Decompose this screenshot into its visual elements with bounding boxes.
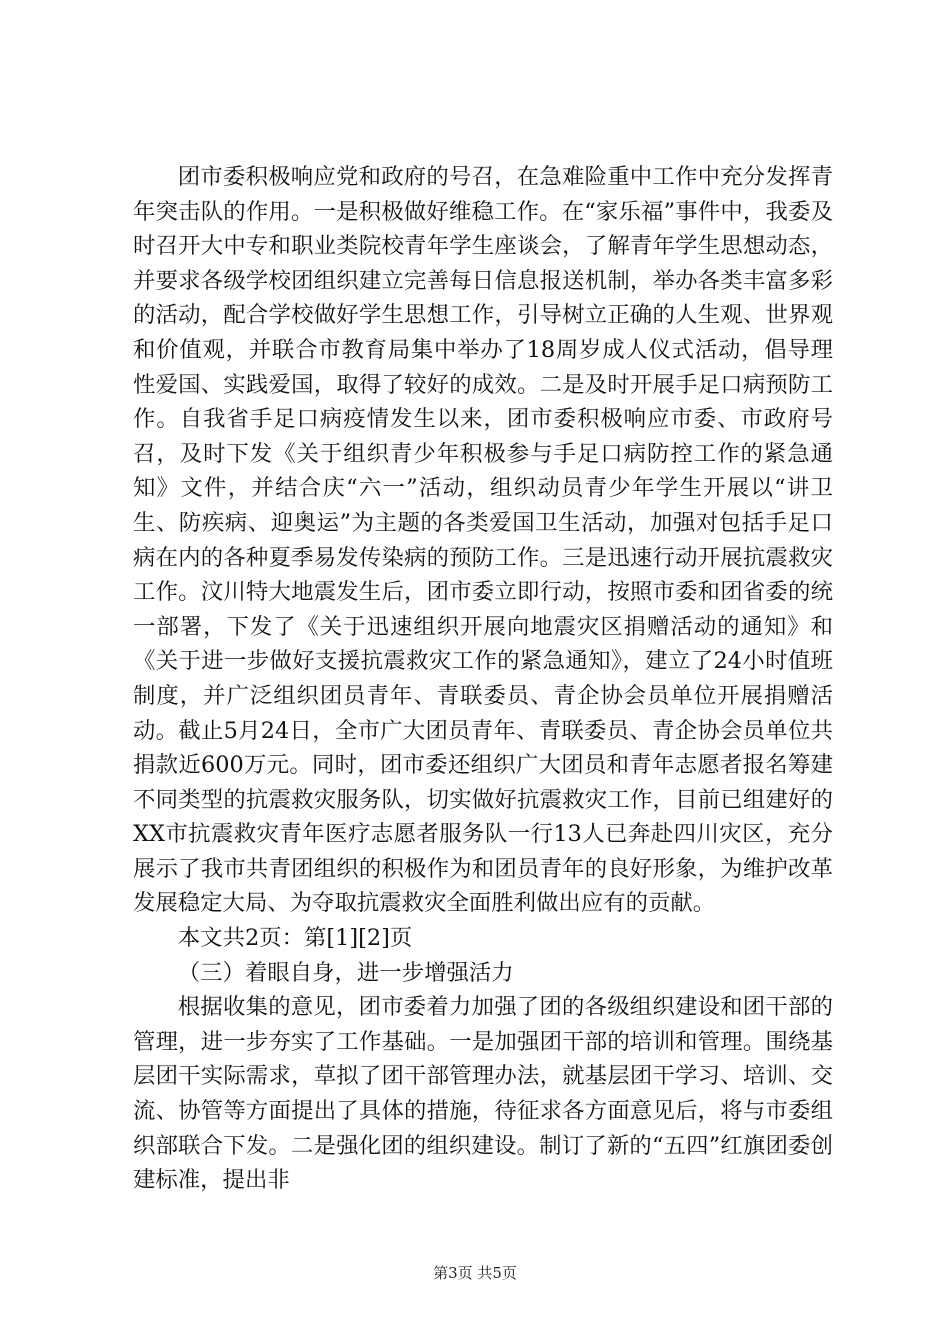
- paragraph-emergency-work: 团市委积极响应党和政府的号召，在急难险重中工作中充分发挥青年突击队的作用。一是积极做好维稳工作。在“家乐福”事件中，我委及时召开大中专和职业类院校青年学生座谈会，了解青年学生思想动态，并要求各级学校团组织建立完善每日信息报送机制，举办各类丰富多彩的活动，配合学校做好学生思想工作，引导树立正确的人生观、世界观和价值观，并联合市教育局集中举办了18周岁成人仪式活动，倡导理性爱国、实践爱国，取得了较好的成效。二是及时开展手足口病预防工作。自我省手足口病疫情发生以来，团市委积极响应市委、市政府号召，及时下发《关于组织青少年积极参与手足口病防控工作的紧急通知》文件，并结合庆“六一”活动，组织动员青少年学生开展以“讲卫生、防疾病、迎奥运”为主题的各类爱国卫生活动，加强对包括手足口病在内的各种夏季易发传染病的预防工作。三是迅速行动开展抗震救灾工作。汶川特大地震发生后，团市委立即行动，按照市委和团省委的统一部署，下发了《关于迅速组织开展向地震灾区捐赠活动的通知》和《关于进一步做好支援抗震救灾工作的紧急通知》，建立了24小时值班制度，并广泛组织团员青年、青联委员、青企协会员单位开展捐赠活动。截止5月24日，全市广大团员青年、青联委员、青企协会员单位共捐款近600万元。同时，团市委还组织广大团员和青年志愿者报名筹建不同类型的抗震救灾服务队，切实做好抗震救灾工作，目前已组建好的XX市抗震救灾青年医疗志愿者服务队一行13人已奔赴四川灾区，充分展示了我市共青团组织的积极作为和团员青年的良好形象，为维护改革发展稳定大局、为夺取抗震救灾全面胜利做出应有的贡献。: [133, 164, 833, 917]
- document-body: [133, 160, 833, 1198]
- page-footer: 第3页 共5页: [433, 1264, 517, 1282]
- paragraph-organization-building: 根据收集的意见，团市委着力加强了团的各级组织建设和团干部的管理，进一步夯实了工作基础。一是加强团干部的培训和管理。围绕基层团干实际需求，草拟了团干部管理办法，就基层团干学习、培训、交流、协管等方面提出了具体的措施，待征求各方面意见后，将与市委组织部联合下发。二是强化团的组织建设。制订了新的“五四”红旗团委创建标准，提出非: [133, 994, 833, 1194]
- section-heading: （三）着眼自身，进一步增强活力: [177, 959, 514, 986]
- page-navigation-text: 本文共2页：第[1][2]页: [177, 925, 413, 952]
